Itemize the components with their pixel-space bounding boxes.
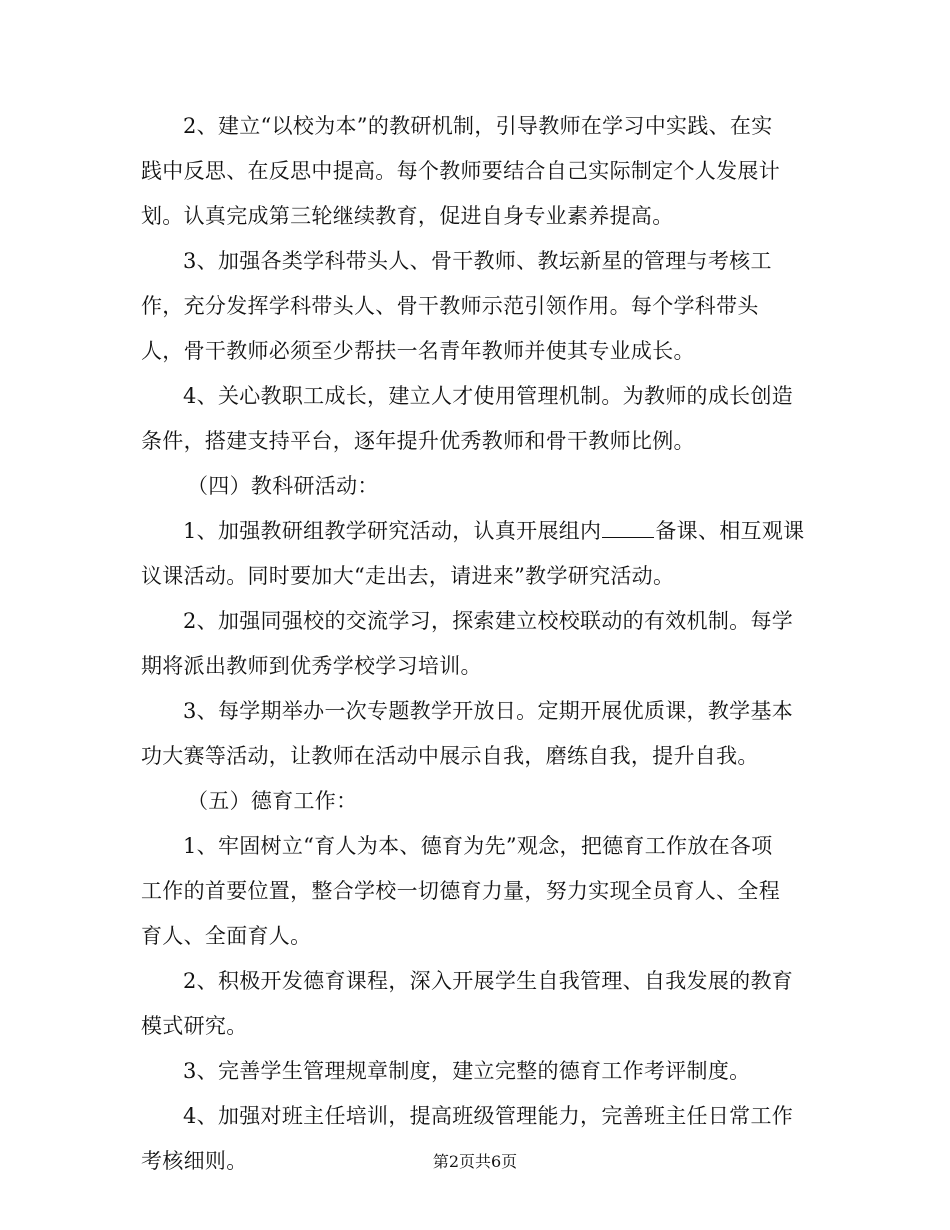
text-line: 3、每学期举办一次专题教学开放日。定期开展优质课，教学基本 (183, 699, 794, 723)
paragraph-item-2 (141, 104, 811, 239)
text-line: 议课活动。同时要加大“走出去，请进来”教学研究活动。 (141, 564, 675, 588)
text-line: 践中反思、在反思中提高。每个教师要结合自己实际制定个人发展计 (141, 159, 780, 183)
text-line: 3、完善学生管理规章制度，建立完整的德育工作考评制度。 (183, 1059, 751, 1083)
section5-item-2 (141, 959, 811, 1049)
text-line (141, 509, 811, 554)
text-line: 育人、全面育人。 (141, 924, 312, 948)
text-line: 4、关心教职工成长，建立人才使用管理机制。为教师的成长创造 (183, 384, 794, 408)
text-line: 功大赛等活动，让教师在活动中展示自我，磨练自我，提升自我。 (141, 744, 759, 768)
text-line: 考核细则。 (141, 1149, 248, 1173)
text-line: 模式研究。 (141, 1014, 248, 1038)
text-line: 1、牢固树立“育人为本、德育为先”观念，把德育工作放在各项 (183, 834, 773, 858)
section5-item-3 (141, 1049, 811, 1094)
section4-item-1 (141, 509, 811, 599)
text-segment: 备课、相互观课 (655, 519, 805, 543)
fill-in-blank (602, 515, 654, 538)
section-heading: （四）教科研活动： (187, 474, 379, 498)
body-text (141, 104, 811, 1184)
text-line: 4、加强对班主任培训，提高班级管理能力，完善班主任日常工作 (183, 1104, 794, 1128)
text-line: 划。认真完成第三轮继续教育，促进自身专业素养提高。 (141, 204, 674, 228)
section5-item-1 (141, 824, 811, 959)
paragraph-item-4 (141, 374, 811, 464)
text-line: 期将派出教师到优秀学校学习培训。 (141, 654, 482, 678)
page-number: 第2页共6页 (432, 1152, 518, 1171)
text-segment: 1、加强教研组教学研究活动，认真开展组内 (183, 519, 602, 543)
text-line: 人，骨干教师必须至少帮扶一名青年教师并使其专业成长。 (141, 339, 695, 363)
text-line: 作，充分发挥学科带头人、骨干教师示范引领作用。每个学科带头 (141, 294, 759, 318)
text-line: 2、建立“以校为本”的教研机制，引导教师在学习中实践、在实 (183, 114, 773, 138)
text-line: 2、加强同强校的交流学习，探索建立校校联动的有效机制。每学 (183, 609, 794, 633)
paragraph-item-3 (141, 239, 811, 374)
section4-item-2 (141, 599, 811, 689)
text-line: 工作的首要位置，整合学校一切德育力量，努力实现全员育人、全程 (141, 879, 780, 903)
text-line: 条件，搭建支持平台，逐年提升优秀教师和骨干教师比例。 (141, 429, 695, 453)
section4-item-3 (141, 689, 811, 779)
text-line: 3、加强各类学科带头人、骨干教师、教坛新星的管理与考核工 (183, 249, 772, 273)
text-line: 2、积极开发德育课程，深入开展学生自我管理、自我发展的教育 (183, 969, 794, 993)
section-heading: （五）德育工作： (187, 789, 358, 813)
